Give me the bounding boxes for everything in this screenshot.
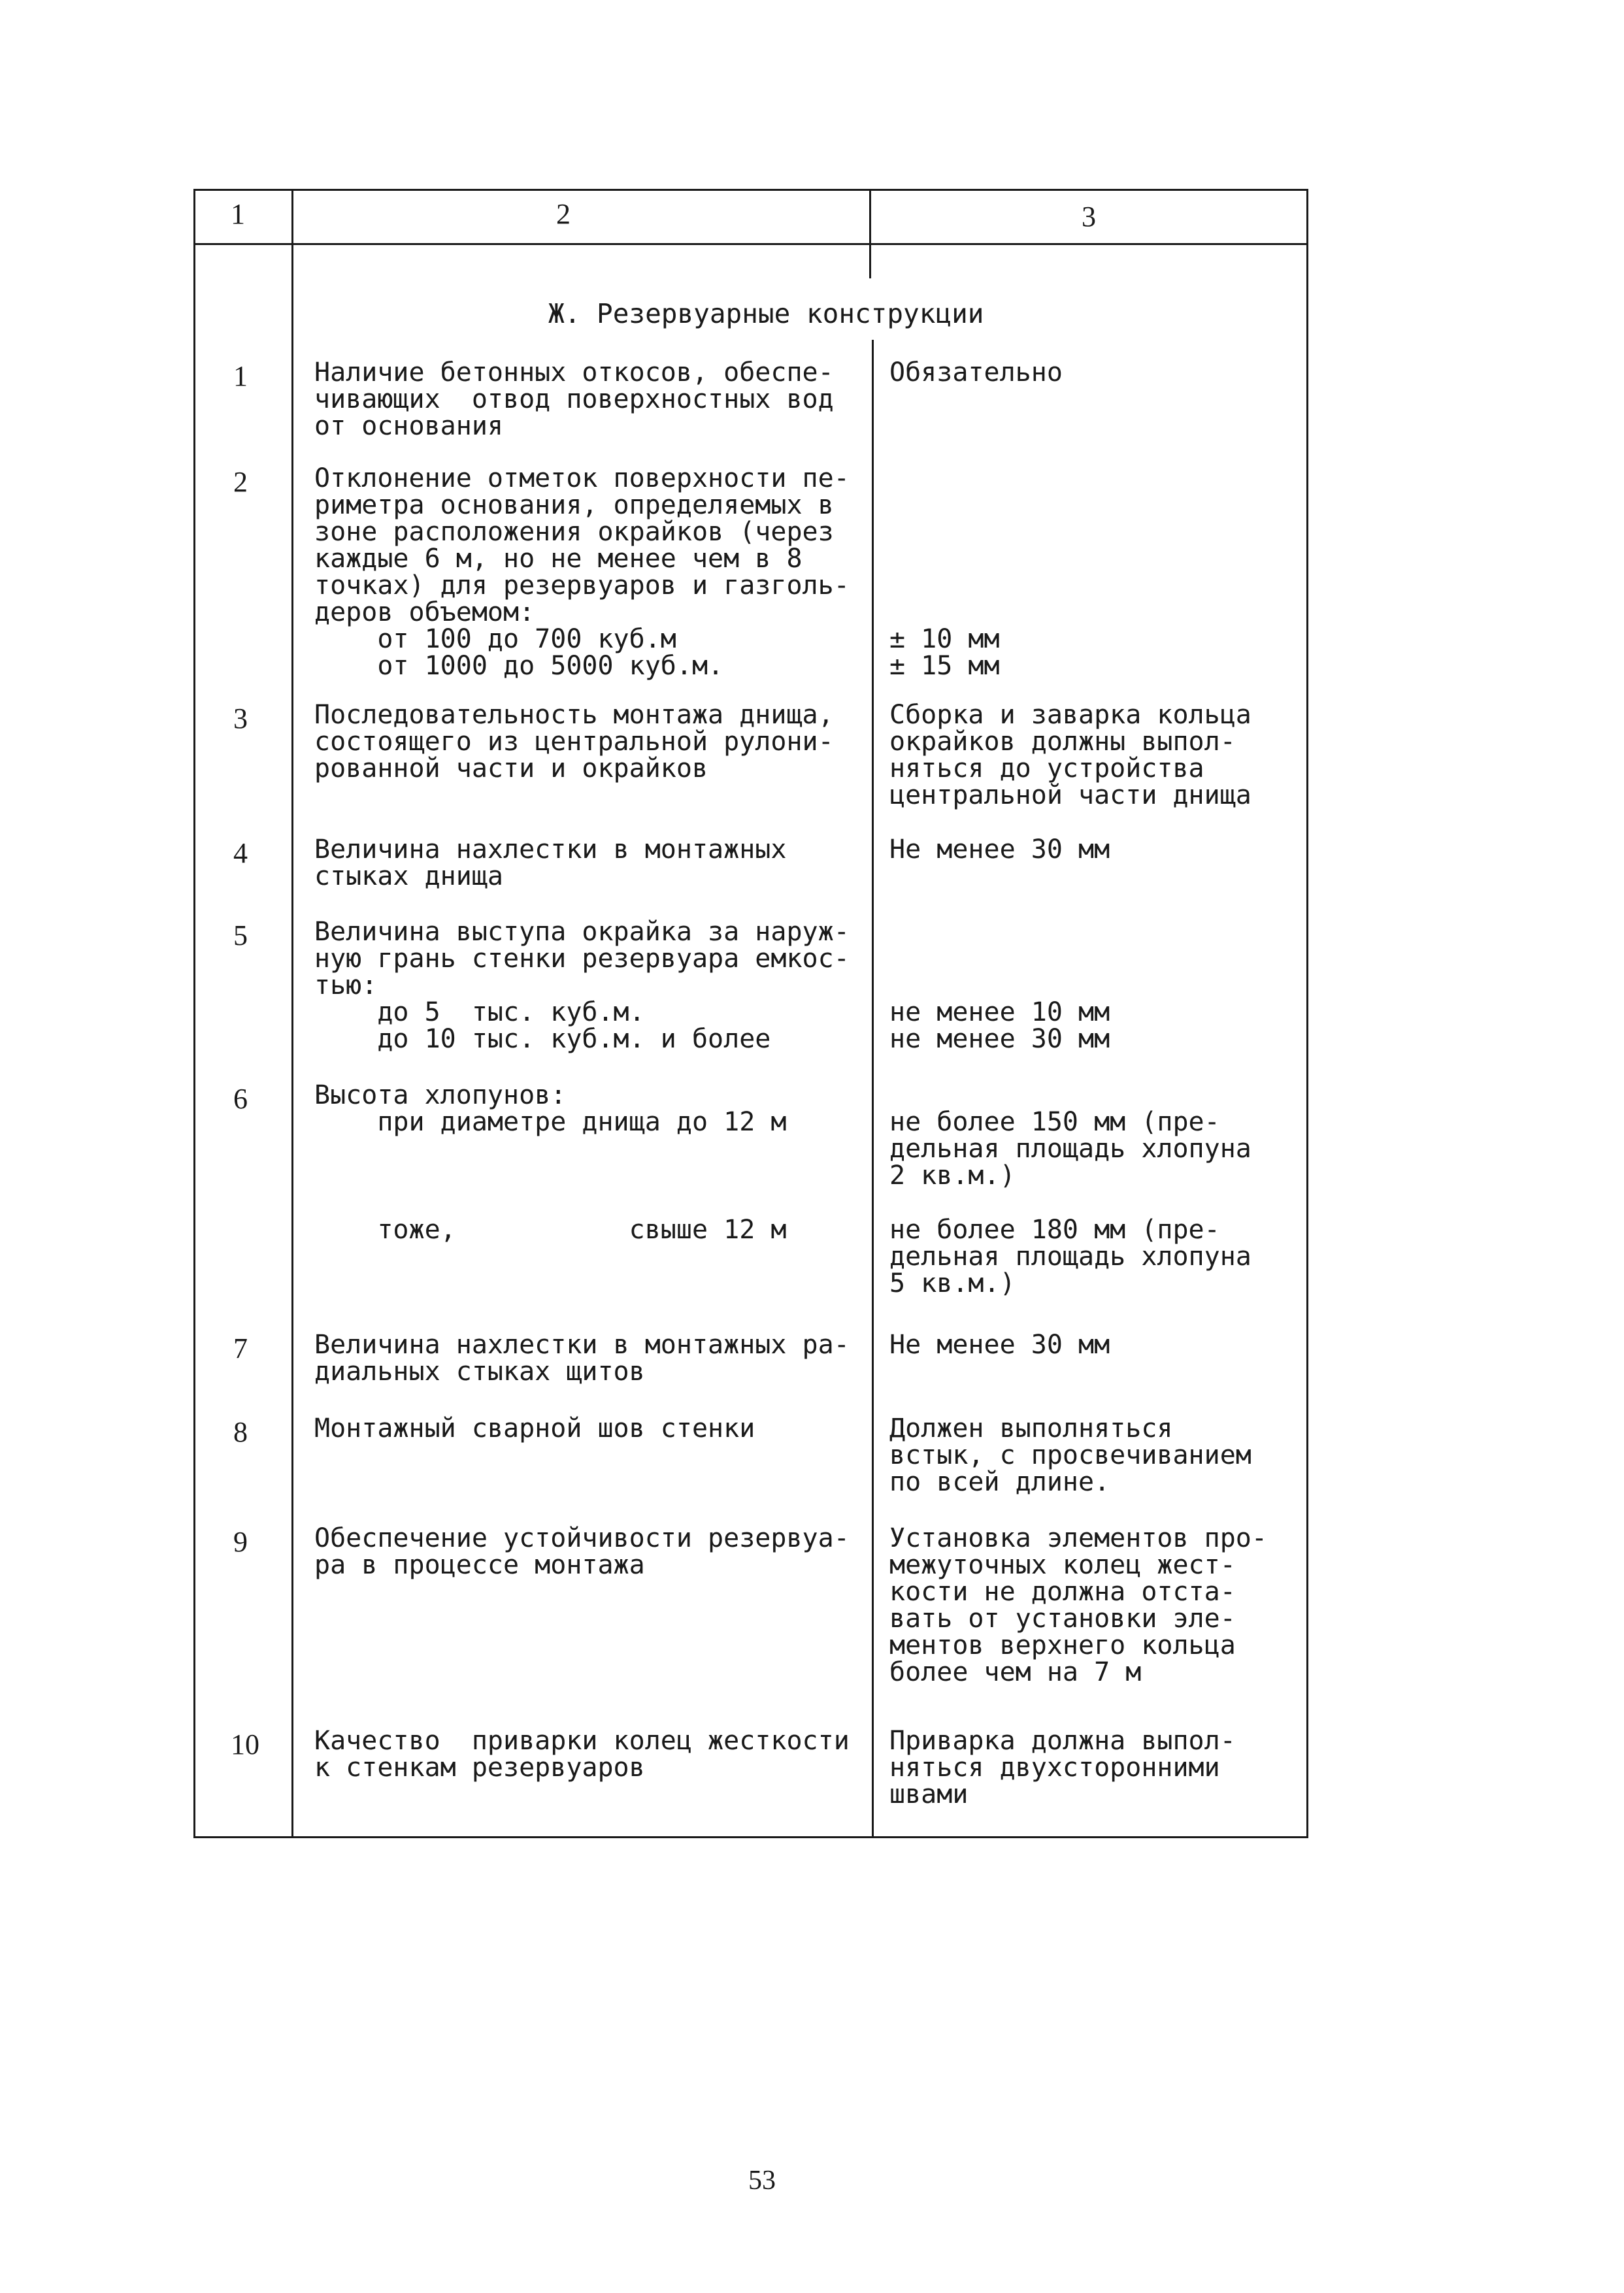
- row-requirement: Не менее 30 мм: [889, 1330, 1110, 1360]
- header-col3: 3: [1082, 201, 1096, 233]
- row-requirement: Приварка должна выпол- няться двухсторонними швами: [889, 1726, 1236, 1809]
- row-parameter: Обеспечение устойчивости резервуа- ра в процессе монтажа: [314, 1523, 850, 1580]
- row-parameter: Величина выступа окрайка за наруж- ную грань стенки резервуара емкос- тью: до 5 тыс. куб.м. до 10 тыс. куб.м. и более: [314, 917, 850, 1054]
- row-requirement: Не менее 30 мм: [889, 834, 1110, 865]
- row-parameter: Качество приварки колец жесткости к стенкам резервуаров: [314, 1726, 850, 1783]
- row-requirement: Сборка и заварка кольца окрайков должны выпол- няться до устройства центральной части днища: [889, 700, 1251, 810]
- header-divider: [195, 243, 1306, 245]
- row-number: 10: [231, 1728, 259, 1760]
- row-requirement: ± 10 мм ± 15 мм: [889, 624, 1000, 681]
- header-col1: 1: [231, 198, 245, 230]
- row-parameter: тоже, свыше 12 м: [314, 1215, 787, 1245]
- row-requirement: не более 180 мм (пре- дельная площадь хлопуна 5 кв.м.): [889, 1215, 1251, 1298]
- row-parameter: Высота хлопунов: при диаметре днища до 12 м: [314, 1080, 787, 1137]
- row-requirement: Установка элементов про- межуточных колец жест- кости не должна отста- вать от установки эле- ментов верхнего кольца более чем на 7 м: [889, 1523, 1267, 1687]
- row-number: 5: [233, 919, 248, 951]
- column-divider-2: [869, 191, 871, 278]
- row-parameter: Отклонение отметок поверхности пе- риметра основания, определяемых в зоне расположения окрайков (через каждые 6 м, но не менее чем в 8 точках) для резервуаров и газголь- деров объемом: от 100 до 700 куб.м от 1000 до 5000 куб.м.: [314, 463, 850, 681]
- row-parameter: Величина нахлестки в монтажных ра- диальных стыках щитов: [314, 1330, 850, 1387]
- row-number: 3: [233, 702, 248, 734]
- row-number: 8: [233, 1416, 248, 1448]
- row-requirement: не менее 10 мм не менее 30 мм: [889, 997, 1110, 1054]
- page-number: 53: [748, 2166, 776, 2196]
- header-col2: 2: [556, 198, 571, 230]
- row-number: 7: [233, 1332, 248, 1364]
- column-divider-2-lower: [872, 340, 874, 1836]
- row-number: 2: [233, 466, 248, 498]
- specification-table: [193, 189, 1308, 1838]
- row-number: 9: [233, 1526, 248, 1558]
- row-parameter: Последовательность монтажа днища, состоящего из центральной рулони- рованной части и окрайков: [314, 700, 834, 784]
- row-number: 1: [233, 360, 248, 392]
- column-divider-1: [291, 191, 293, 1836]
- row-requirement: не более 150 мм (пре- дельная площадь хлопуна 2 кв.м.): [889, 1107, 1251, 1191]
- section-title: Ж. Резервуарные конструкции: [548, 298, 984, 329]
- row-number: 6: [233, 1083, 248, 1115]
- row-parameter: Монтажный сварной шов стенки: [314, 1413, 755, 1443]
- row-requirement: Обязательно: [889, 357, 1063, 388]
- row-number: 4: [233, 837, 248, 869]
- row-parameter: Величина нахлестки в монтажных стыках днища: [314, 834, 787, 891]
- row-requirement: Должен выполняться встык, с просвечиванием по всей длине.: [889, 1413, 1251, 1497]
- row-parameter: Наличие бетонных откосов, обеспе- чивающих отвод поверхностных вод от основания: [314, 357, 834, 441]
